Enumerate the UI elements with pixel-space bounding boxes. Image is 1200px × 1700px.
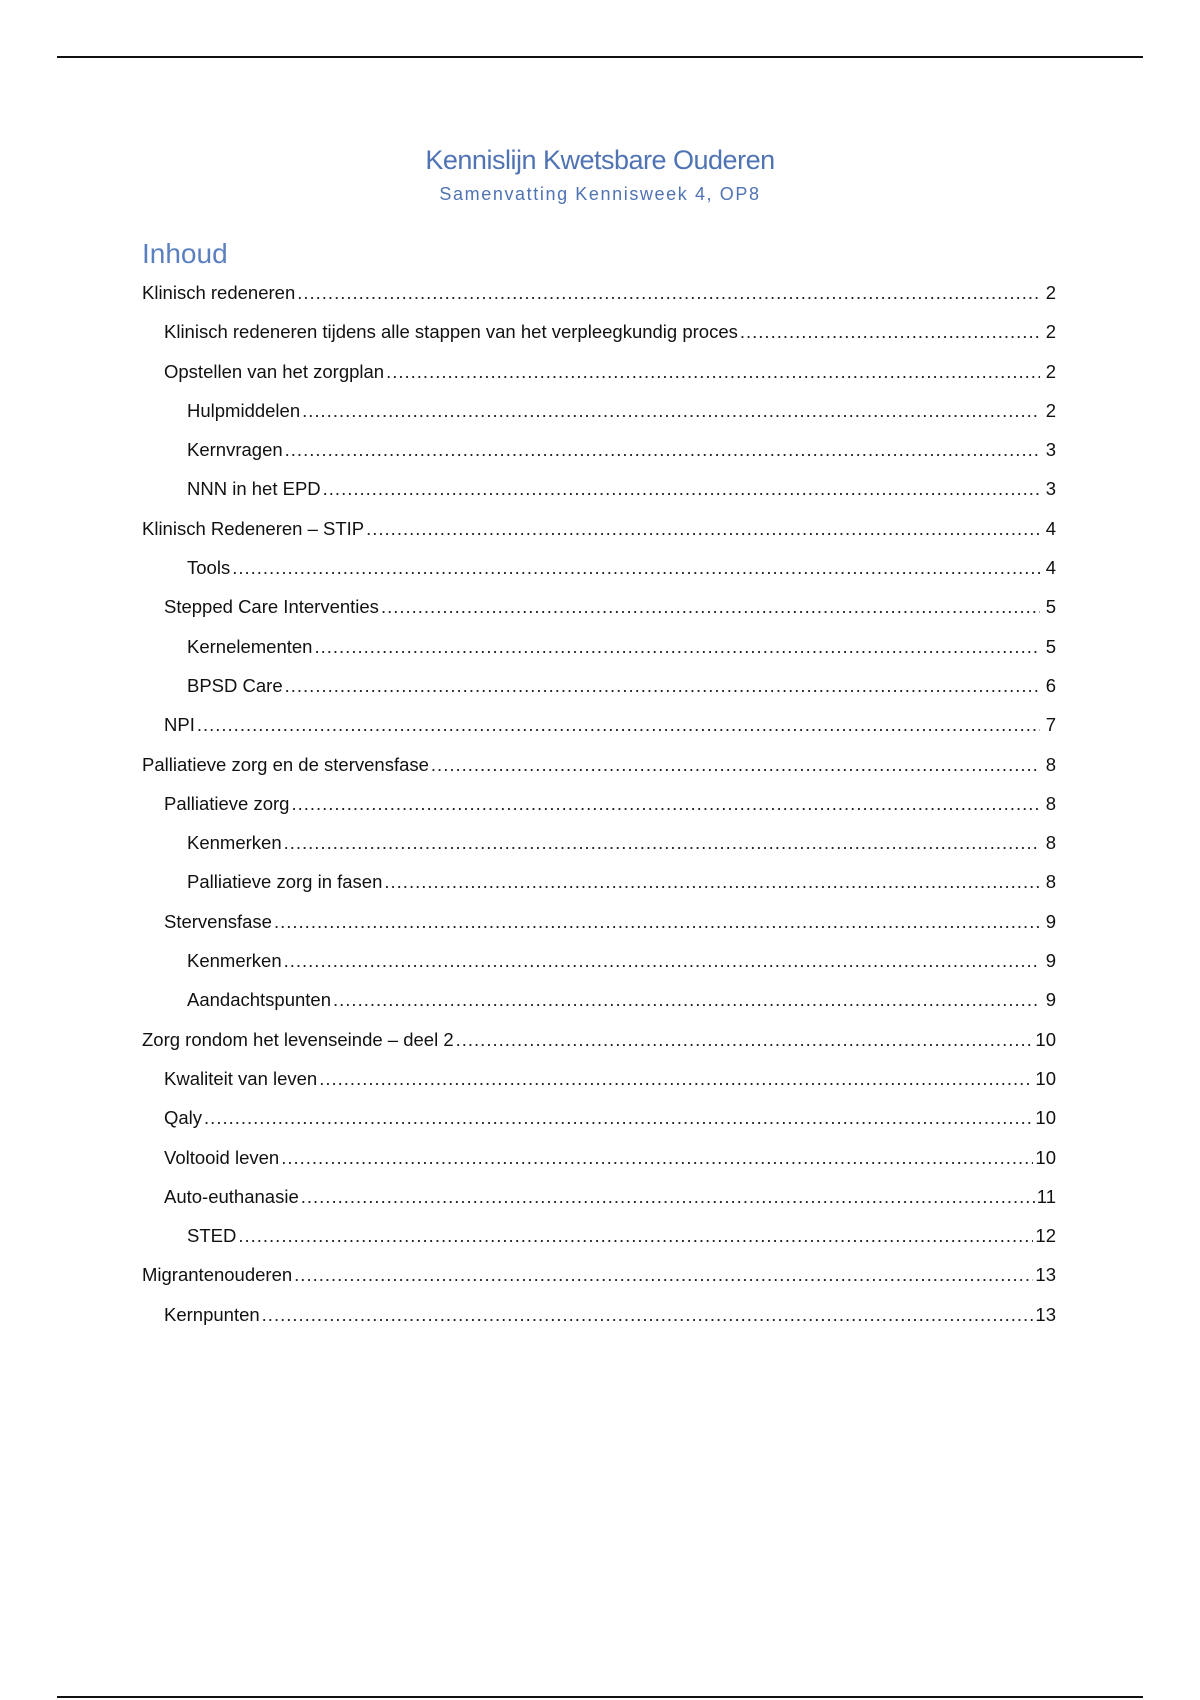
toc-entry-label: Zorg rondom het levenseinde – deel 2 [142, 1028, 454, 1050]
document-subtitle: Samenvatting Kennisweek 4, OP8 [439, 184, 761, 204]
toc-dot-leader [285, 666, 1040, 705]
toc-entry-page-number: 8 [1045, 871, 1056, 893]
toc-dot-leader [314, 627, 1040, 666]
toc-entry[interactable] [142, 352, 1056, 391]
toc-dot-leader [301, 1177, 1035, 1216]
toc-entry-label: STED [187, 1225, 237, 1247]
toc-dot-leader [197, 705, 1040, 744]
toc-entry-page-number: 2 [1045, 360, 1056, 382]
toc-entry-page-number: 13 [1035, 1264, 1056, 1286]
toc-entry-page-number: 8 [1045, 792, 1056, 814]
toc-entry[interactable] [142, 1138, 1056, 1177]
toc-entry[interactable] [142, 784, 1056, 823]
toc-dot-leader [281, 1138, 1033, 1177]
toc-dot-leader [456, 1020, 1034, 1059]
toc-entry-page-number: 5 [1045, 596, 1056, 618]
toc-entry[interactable] [142, 1177, 1056, 1216]
toc-entry-label: Kernelementen [187, 635, 313, 657]
toc-dot-leader [319, 1059, 1033, 1098]
toc-entry-page-number: 10 [1035, 1028, 1056, 1050]
table-of-contents [142, 273, 1056, 1334]
toc-dot-leader [386, 352, 1040, 391]
toc-entry[interactable] [142, 745, 1056, 784]
toc-entry-page-number: 4 [1045, 557, 1056, 579]
toc-dot-leader [333, 980, 1040, 1019]
toc-dot-leader [302, 391, 1040, 430]
toc-entry[interactable] [142, 587, 1056, 626]
toc-entry-page-number: 2 [1045, 321, 1056, 343]
toc-entry-page-number: 10 [1035, 1146, 1056, 1168]
toc-entry-label: Qaly [164, 1107, 203, 1129]
toc-entry-page-number: 13 [1035, 1303, 1056, 1325]
toc-entry-page-number: 6 [1045, 674, 1056, 696]
toc-entry-page-number: 5 [1045, 635, 1056, 657]
toc-dot-leader [366, 509, 1040, 548]
toc-entry-label: Stervensfase [164, 910, 272, 932]
toc-entry[interactable] [142, 1059, 1056, 1098]
toc-entry-label: NPI [164, 714, 195, 736]
toc-entry-page-number: 2 [1045, 282, 1056, 303]
toc-entry[interactable] [142, 273, 1056, 312]
toc-entry-label: Auto-euthanasie [164, 1185, 299, 1207]
toc-entry-label: Klinisch redeneren [142, 282, 296, 303]
toc-entry-label: Kenmerken [187, 950, 282, 972]
toc-entry-label: Stepped Care Interventies [164, 596, 379, 618]
toc-dot-leader [297, 273, 1040, 312]
toc-entry-page-number: 8 [1045, 832, 1056, 854]
toc-entry-page-number: 10 [1035, 1067, 1056, 1089]
toc-entry[interactable] [142, 862, 1056, 901]
toc-entry-page-number: 12 [1035, 1225, 1056, 1247]
toc-entry-page-number: 9 [1045, 950, 1056, 972]
toc-entry-label: NNN in het EPD [187, 478, 321, 500]
toc-entry[interactable] [142, 391, 1056, 430]
toc-entry-label: Kwaliteit van leven [164, 1067, 318, 1089]
toc-entry[interactable] [142, 627, 1056, 666]
toc-entry-label: Palliatieve zorg in fasen [187, 871, 383, 893]
toc-entry-label: Opstellen van het zorgplan [164, 360, 385, 382]
toc-entry-label: Voltooid leven [164, 1146, 280, 1168]
toc-entry-label: BPSD Care [187, 674, 283, 696]
toc-dot-leader [740, 312, 1040, 351]
toc-entry-page-number: 10 [1035, 1107, 1056, 1129]
toc-entry-label: Aandachtspunten [187, 989, 332, 1011]
footer-rule [57, 1696, 1143, 1698]
toc-entry-label: Palliatieve zorg en de stervensfase [142, 753, 429, 775]
toc-entry[interactable] [142, 902, 1056, 941]
toc-entry-label: Hulpmiddelen [187, 399, 301, 421]
toc-entry[interactable] [142, 1255, 1056, 1294]
toc-entry-page-number: 2 [1045, 399, 1056, 421]
toc-entry-label: Palliatieve zorg [164, 792, 290, 814]
toc-entry[interactable] [142, 1020, 1056, 1059]
toc-entry-page-number: 8 [1045, 753, 1056, 775]
toc-dot-leader [204, 1098, 1033, 1137]
toc-dot-leader [262, 1295, 1034, 1334]
toc-entry-page-number: 3 [1045, 439, 1056, 461]
toc-dot-leader [323, 469, 1040, 508]
toc-entry[interactable] [142, 1295, 1056, 1334]
toc-entry[interactable] [142, 823, 1056, 862]
toc-dot-leader [274, 902, 1040, 941]
toc-entry[interactable] [142, 430, 1056, 469]
toc-entry-page-number: 3 [1045, 478, 1056, 500]
toc-heading: Inhoud [142, 238, 228, 269]
toc-entry[interactable] [142, 941, 1056, 980]
toc-entry[interactable] [142, 548, 1056, 587]
toc-dot-leader [431, 745, 1040, 784]
toc-entry-page-number: 9 [1045, 989, 1056, 1011]
toc-entry[interactable] [142, 1098, 1056, 1137]
header-rule [57, 56, 1143, 58]
toc-entry-label: Tools [187, 557, 231, 579]
toc-entry-page-number: 4 [1045, 517, 1056, 539]
toc-entry[interactable] [142, 1216, 1056, 1255]
toc-entry-page-number: 11 [1036, 1185, 1056, 1207]
toc-entry-label: Kenmerken [187, 832, 282, 854]
toc-entry[interactable] [142, 705, 1056, 744]
toc-entry-page-number: 9 [1045, 910, 1056, 932]
toc-dot-leader [291, 784, 1040, 823]
toc-entry-label: Klinisch redeneren tijdens alle stappen van het verpleegkundig proces [164, 321, 738, 343]
toc-entry[interactable] [142, 469, 1056, 508]
toc-entry[interactable] [142, 509, 1056, 548]
toc-dot-leader [381, 587, 1040, 626]
toc-entry-page-number: 7 [1045, 714, 1056, 736]
document-title: Kennislijn Kwetsbare Ouderen [425, 145, 775, 175]
toc-entry[interactable] [142, 666, 1056, 705]
toc-entry-label: Kernvragen [187, 439, 283, 461]
toc-dot-leader [294, 1255, 1033, 1294]
toc-entry-label: Kernpunten [164, 1303, 260, 1325]
toc-entry[interactable] [142, 980, 1056, 1019]
toc-dot-leader [384, 862, 1040, 901]
toc-dot-leader [285, 430, 1040, 469]
toc-dot-leader [284, 941, 1040, 980]
toc-dot-leader [232, 548, 1040, 587]
toc-entry-label: Klinisch Redeneren – STIP [142, 517, 365, 539]
toc-entry-label: Migrantenouderen [142, 1264, 293, 1286]
toc-entry[interactable] [142, 312, 1056, 351]
toc-dot-leader [284, 823, 1040, 862]
toc-dot-leader [238, 1216, 1033, 1255]
